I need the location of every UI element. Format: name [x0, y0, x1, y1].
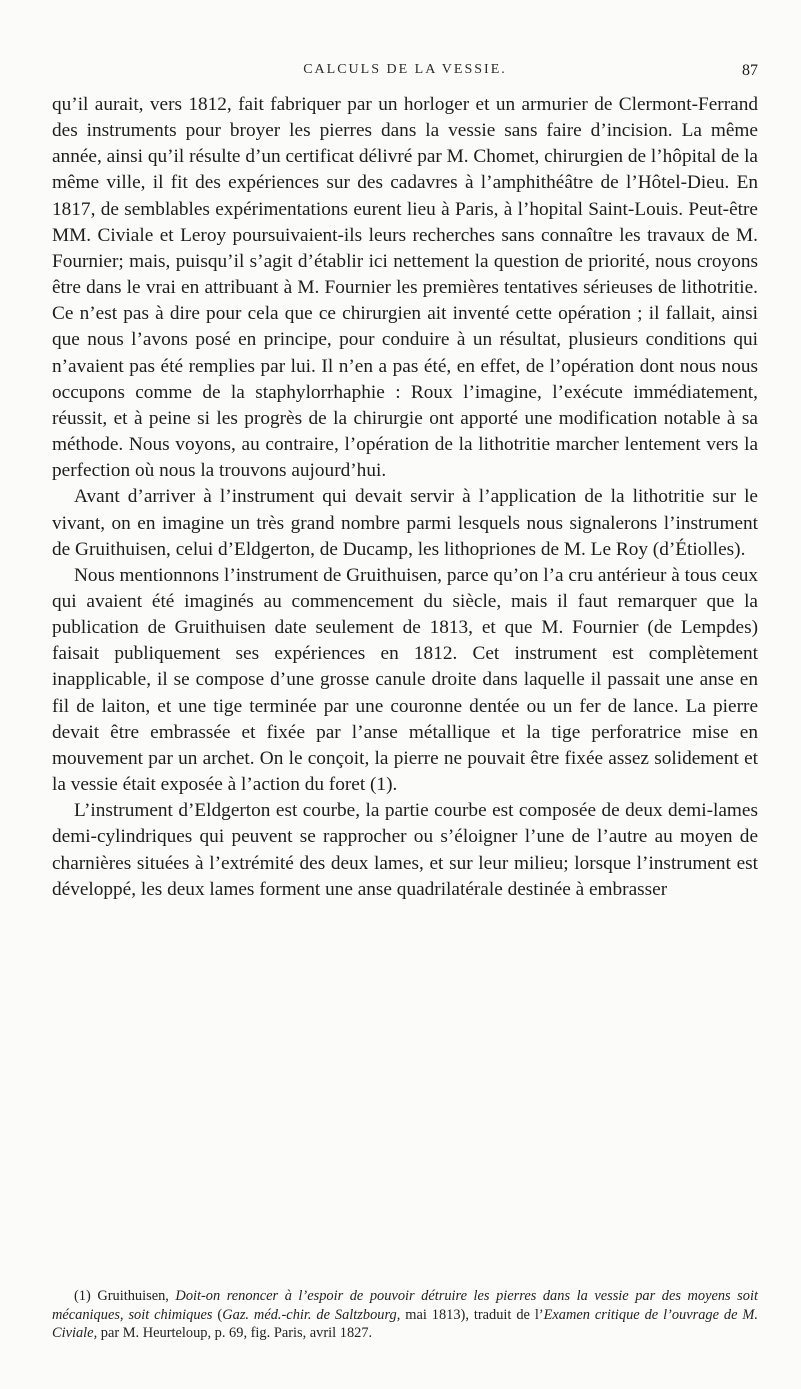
paragraph-1: qu’il aurait, vers 1812, fait fabriquer par un horloger et un armurier de Clermont-Ferrand des instruments pour broyer les pierres dans la vessie sans faire d’incision. La même année, ainsi qu’il résulte d’un certificat délivré par M. Chomet, chirurgien de l’hôpital de la même ville, il fit des expériences sur des cadavres à l’amphithéâtre de l’Hôtel-Dieu. En 1817, de semblables expérimentations eurent lieu à Paris, à l’hopital Saint-Louis. Peut-être MM. Civiale et Leroy poursuivaient-ils leurs recherches sans connaître les travaux de M. Fournier; mais, puisqu’il s’agit d’établir ici nettement la question de priorité, nous croyons être dans le vrai en attribuant à M. Fournier les premières tentatives sérieuses de lithotritie. Ce n’est pas à dire pour cela que ce chirurgien ait inventé cette opération ; il fallait, ainsi que nous l’avons posé en principe, pour conduire à un résultat, plusieurs conditions qui n’avaient pas été remplies par lui. Il n’en a pas été, en effet, de l’opération dont nous nous occupons comme de la staphylorrhaphie : Roux l’imagine, l’exécute immédiatement, réussit, et à peine si les progrès de la chirurgie ont apporté une modification notable à sa méthode. Nous voyons, au contraire, l’opération de la lithotritie marcher lentement vers la perfection où nous la trouvons aujourd’hui.	[52, 94, 758, 482]
footnote-translation: mai 1813), traduit de l’	[400, 1306, 544, 1323]
footnote-1	[52, 1287, 758, 1343]
body-text	[52, 92, 758, 903]
page-header	[52, 62, 758, 84]
footnote-tail: par M. Heurteloup, p. 69, fig. Paris, avril 1827.	[97, 1325, 373, 1341]
footnote-title: Doit-on renoncer à l’espoir de pouvoir détruire les pierres dans la vessie par des moyens soit mécaniques, soit chimiques	[52, 1288, 758, 1323]
footnote-work: Examen critique de l’ouvrage de M. Civiale,	[52, 1306, 759, 1341]
footnote-source: Gaz. méd.-chir. de Saltzbourg,	[222, 1306, 401, 1323]
running-title: CALCULS DE LA VESSIE.	[303, 62, 507, 77]
paragraph-4: L’instrument d’Eldgerton est courbe, la partie courbe est composée de deux demi-lames demi-cylindriques qui peuvent se rapprocher ou s’éloigner l’une de l’autre au moyen de charnières situées à l’extrémité des deux lames, et sur leur milieu; lorsque l’instrument est développé, les deux lames forment une anse quadrilatérale destinée à embrasser	[52, 800, 758, 900]
paragraph-3: Nous mentionnons l’instrument de Gruithuisen, parce qu’on l’a cru antérieur à tous ceux qui avaient été imaginés au commencement du siècle, mais il faut remarquer que la publication de Gruithuisen date seulement de 1813, et que M. Fournier (de Lempdes) faisait publiquement ses expériences en 1812. Cet instrument est complètement inapplicable, il se compose d’une grosse canule droite dans laquelle il passait une anse en fil de laiton, et une tige terminée par une couronne dentée ou un fer de lance. La pierre devait être embrassée et fixée par l’anse métallique et la tige perforatrice mise en mouvement par un archet. On le conçoit, la pierre ne pouvait être fixée assez solidement et la vessie était exposée à l’action du foret (1).	[52, 564, 758, 796]
footnote	[52, 1287, 758, 1343]
footnote-author: Gruithuisen,	[97, 1288, 176, 1304]
footnote-marker: (1)	[74, 1288, 98, 1304]
page-number: 87	[742, 62, 758, 79]
footnote-source-open: (	[212, 1306, 223, 1323]
paragraph-2: Avant d’arriver à l’instrument qui devait servir à l’application de la lithotritie sur le vivant, on en imagine un très grand nombre parmi lesquels nous signalerons l’instrument de Gruithuisen, celui d’Eldgerton, de Ducamp, les lithopriones de M. Le Roy (d’Étiolles).	[52, 486, 758, 560]
